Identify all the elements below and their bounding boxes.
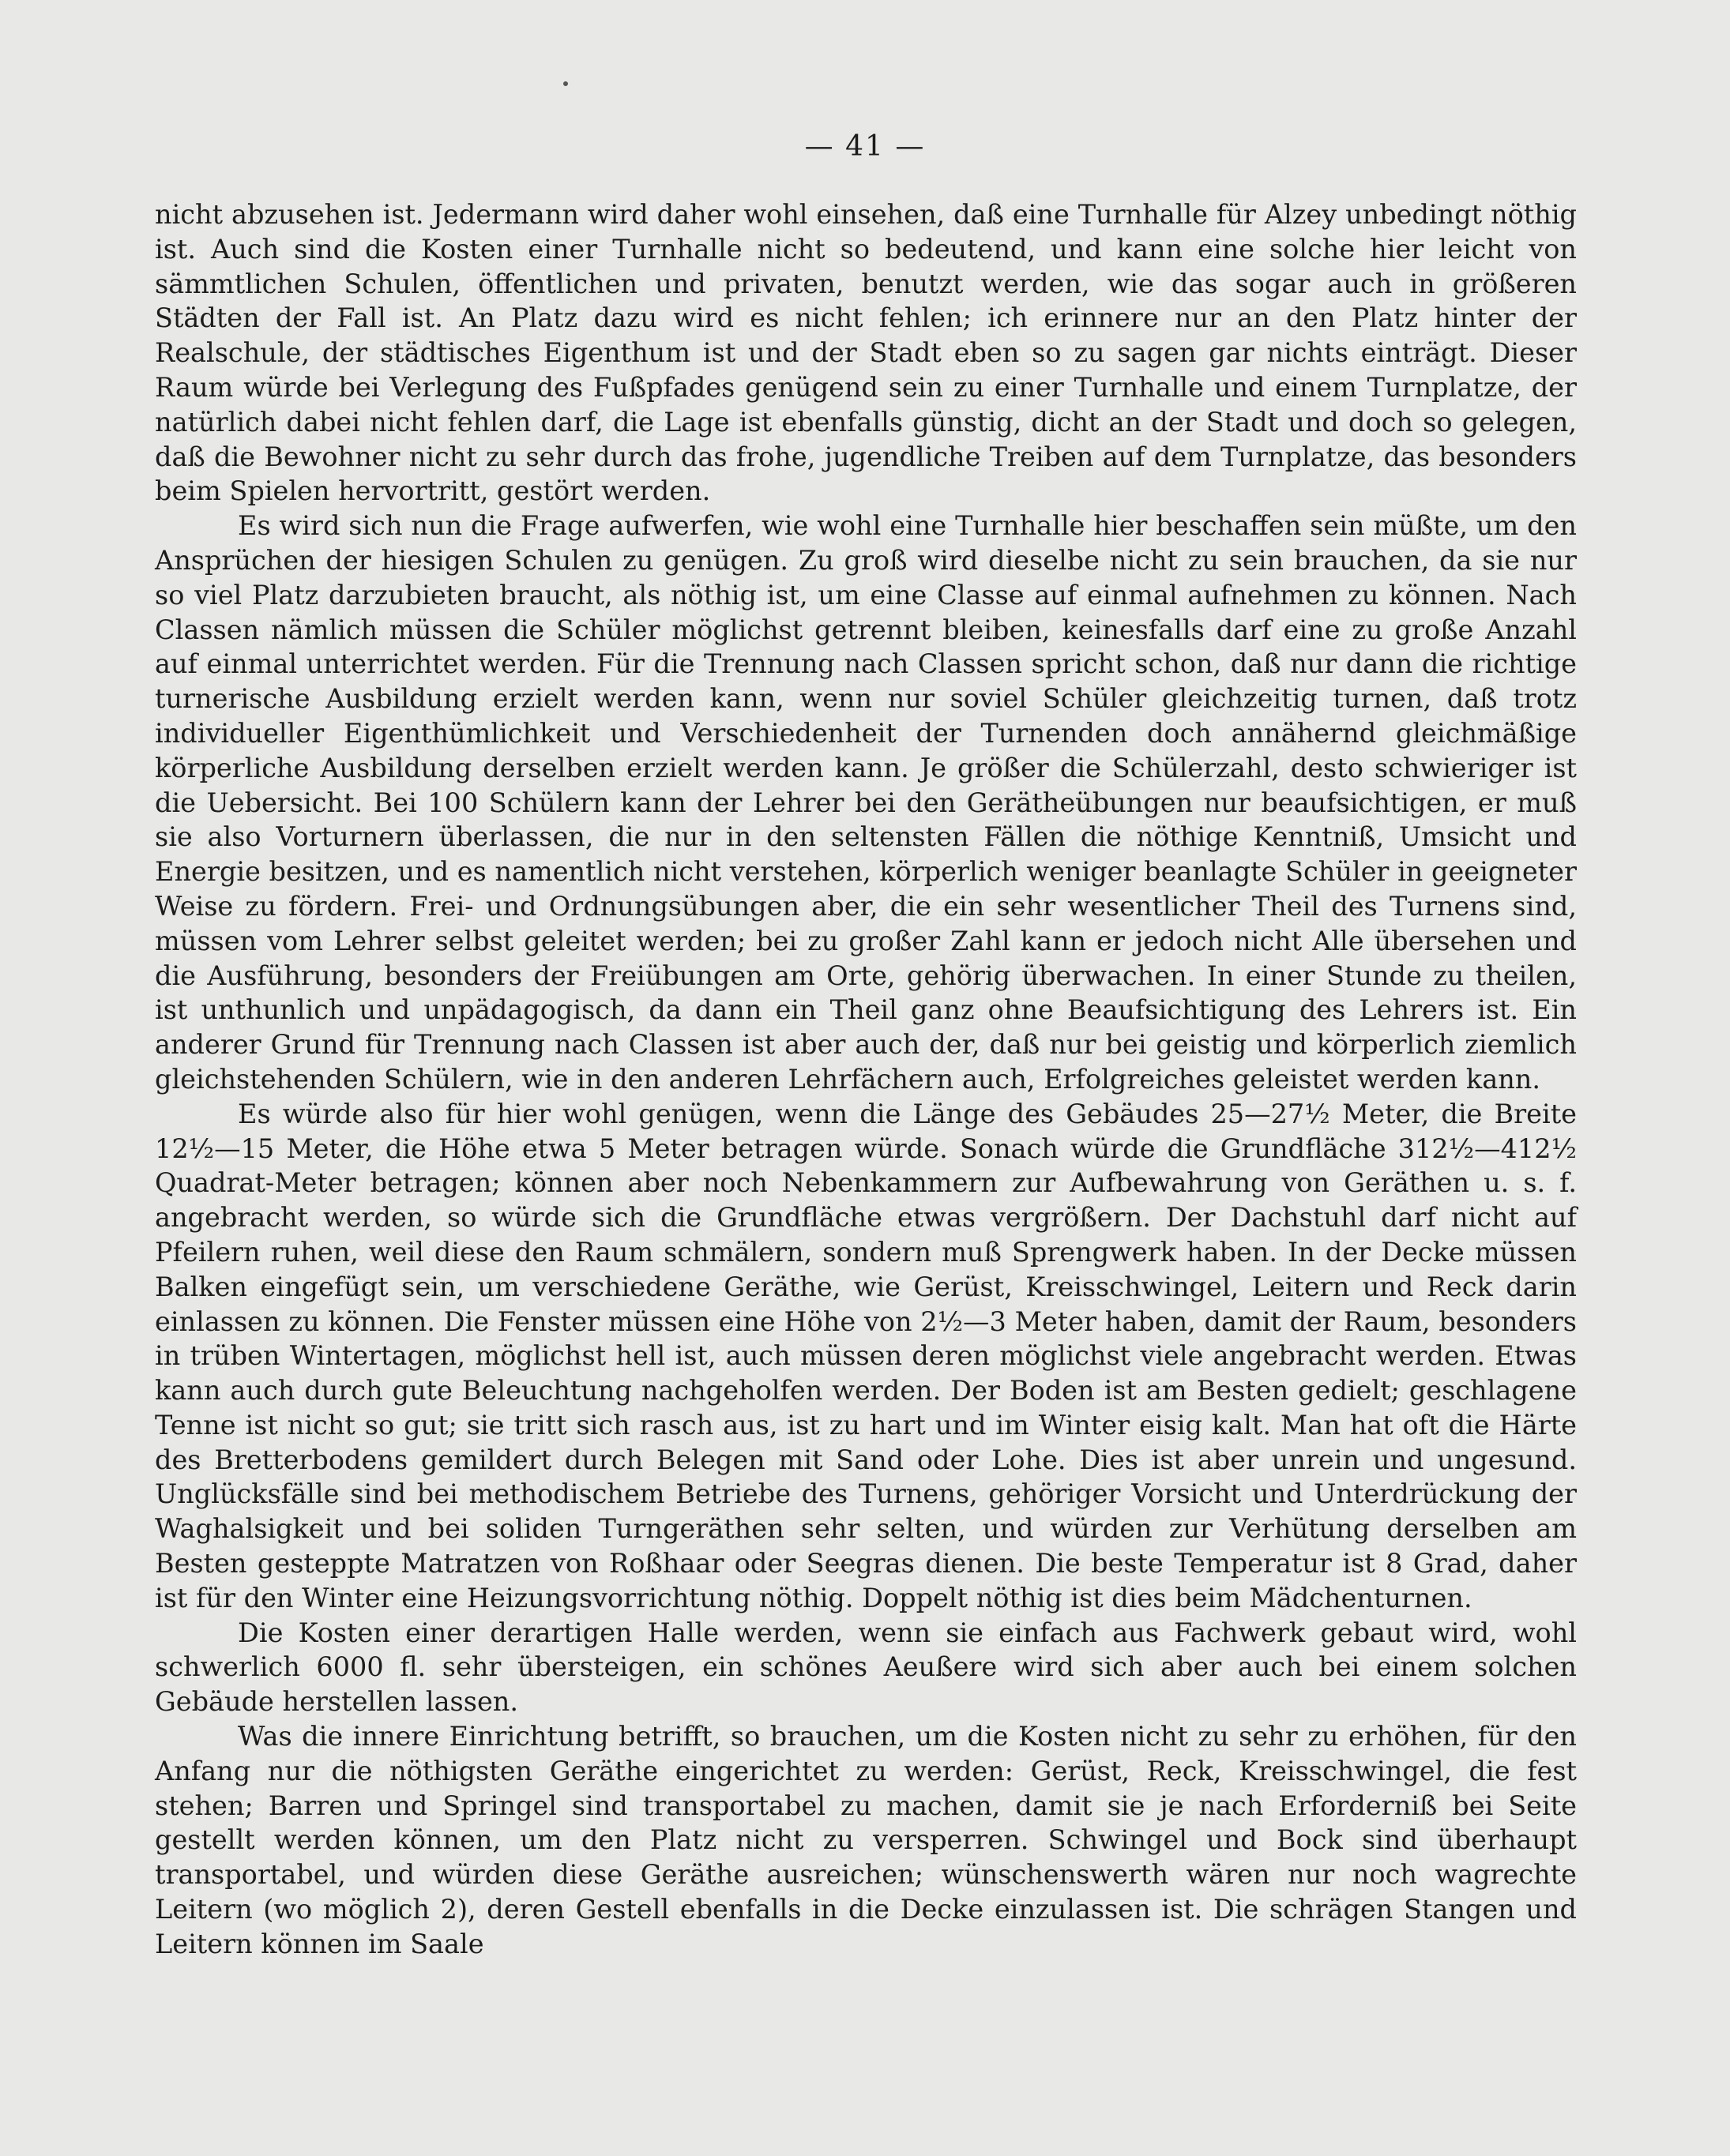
paper-speck	[563, 81, 568, 86]
paragraph-3: Es würde also für hier wohl genügen, wenn die Länge des Gebäudes 25—27½ Meter, die Breite 12½—15 Meter, die Höhe etwa 5 Meter betragen würde. Sonach würde die Grundfläche 312½—412½ Quadrat-Meter betragen; können aber noch Nebenkammern zur Aufbewahrung von Geräthen u. s. f. angebracht werden, so würde sich die Grundfläche etwas vergrößern. Der Dachstuhl darf nicht auf Pfeilern ruhen, weil diese den Raum schmälern, sondern muß Sprengwerk haben. In der Decke müssen Balken eingefügt sein, um verschiedene Geräthe, wie Gerüst, Kreisschwingel, Leitern und Reck darin einlassen zu können. Die Fenster müssen eine Höhe von 2½—3 Meter haben, damit der Raum, besonders in trüben Wintertagen, möglichst hell ist, auch müssen deren möglichst viele angebracht werden. Etwas kann auch durch gute Beleuchtung nachgeholfen werden. Der Boden ist am Besten gedielt; geschlagene Tenne ist nicht so gut; sie tritt sich rasch aus, ist zu hart und im Winter eisig kalt. Man hat oft die Härte des Bretterbodens gemildert durch Belegen mit Sand oder Lohe. Dies ist aber unrein und ungesund. Unglücksfälle sind bei methodischem Betriebe des Turnens, gehöriger Vorsicht und Unterdrückung der Waghalsigkeit und bei soliden Turngeräthen sehr selten, und würden zur Verhütung derselben am Besten gesteppte Matratzen von Roßhaar oder Seegras dienen. Die beste Temperatur ist 8 Grad, daher ist für den Winter eine Heizungsvorrichtung nöthig. Doppelt nöthig ist dies beim Mädchenturnen.	[155, 1098, 1577, 1613]
paragraph-2: Es wird sich nun die Frage aufwerfen, wie wohl eine Turnhalle hier beschaffen sein müßte, um den Ansprüchen der hiesigen Schulen zu genügen. Zu groß wird dieselbe nicht zu sein brauchen, da sie nur so viel Platz darzubieten braucht, als nöthig ist, um eine Classe auf einmal aufnehmen zu können. Nach Classen nämlich müssen die Schüler möglichst getrennt bleiben, keinesfalls darf eine zu große Anzahl auf einmal unterrichtet werden. Für die Trennung nach Classen spricht schon, daß nur dann die richtige turnerische Ausbildung erzielt werden kann, wenn nur soviel Schüler gleichzeitig turnen, daß trotz individueller Eigenthümlichkeit und Verschiedenheit der Turnenden doch annähernd gleichmäßige körperliche Ausbildung derselben erzielt werden kann. Je größer die Schülerzahl, desto schwieriger ist die Uebersicht. Bei 100 Schülern kann der Lehrer bei den Gerätheübungen nur beaufsichtigen, er muß sie also Vorturnern überlassen, die nur in den seltensten Fällen die nöthige Kenntniß, Umsicht und Energie besitzen, und es namentlich nicht verstehen, körperlich weniger beanlagte Schüler in geeigneter Weise zu fördern. Frei- und Ordnungsübungen aber, die ein sehr wesentlicher Theil des Turnens sind, müssen vom Lehrer selbst geleitet werden; bei zu großer Zahl kann er jedoch nicht Alle übersehen und die Ausführung, besonders der Freiübungen am Orte, gehörig überwachen. In einer Stunde zu theilen, ist unthunlich und unpädagogisch, da dann ein Theil ganz ohne Beaufsichtigung des Lehrers ist. Ein anderer Grund für Trennung nach Classen ist aber auch der, daß nur bei geistig und körperlich ziemlich gleichstehenden Schülern, wie in den anderen Lehrfächern auch, Erfolgreiches geleistet werden kann.	[155, 510, 1577, 1095]
page-number: — 41 —	[804, 130, 926, 163]
body-text	[155, 197, 1577, 1962]
paragraph-5: Was die innere Einrichtung betrifft, so brauchen, um die Kosten nicht zu sehr zu erhöhen, für den Anfang nur die nöthigsten Geräthe eingerichtet zu werden: Gerüst, Reck, Kreisschwingel, die fest stehen; Barren und Springel sind transportabel zu machen, damit sie je nach Erforderniß bei Seite gestellt werden können, um den Platz nicht zu versperren. Schwingel und Bock sind überhaupt transportabel, und würden diese Geräthe ausreichen; wünschenswerth wären nur noch wagrechte Leitern (wo möglich 2), deren Gestell ebenfalls in die Decke einzulassen ist. Die schrägen Stangen und Leitern können im Saale	[155, 1721, 1577, 1959]
paragraph-1: nicht abzusehen ist. Jedermann wird daher wohl einsehen, daß eine Turnhalle für Alzey unbedingt nöthig ist. Auch sind die Kosten einer Turnhalle nicht so bedeutend, und kann eine solche hier leicht von sämmtlichen Schulen, öffentlichen und privaten, benutzt werden, wie das sogar auch in größeren Städten der Fall ist. An Platz dazu wird es nicht fehlen; ich erinnere nur an den Platz hinter der Realschule, der städtisches Eigenthum ist und der Stadt eben so zu sagen gar nichts einträgt. Dieser Raum würde bei Verlegung des Fußpfades genügend sein zu einer Turnhalle und einem Turnplatze, der natürlich dabei nicht fehlen darf, die Lage ist ebenfalls günstig, dicht an der Stadt und doch so gelegen, daß die Bewohner nicht zu sehr durch das frohe, jugendliche Treiben auf dem Turnplatze, das besonders beim Spielen hervortritt, gestört werden.	[155, 199, 1577, 507]
paragraph-4: Die Kosten einer derartigen Halle werden, wenn sie einfach aus Fachwerk gebaut wird, wohl schwerlich 6000 fl. sehr übersteigen, ein schönes Aeußere wird sich aber auch bei einem solchen Gebäude herstellen lassen.	[155, 1617, 1577, 1718]
